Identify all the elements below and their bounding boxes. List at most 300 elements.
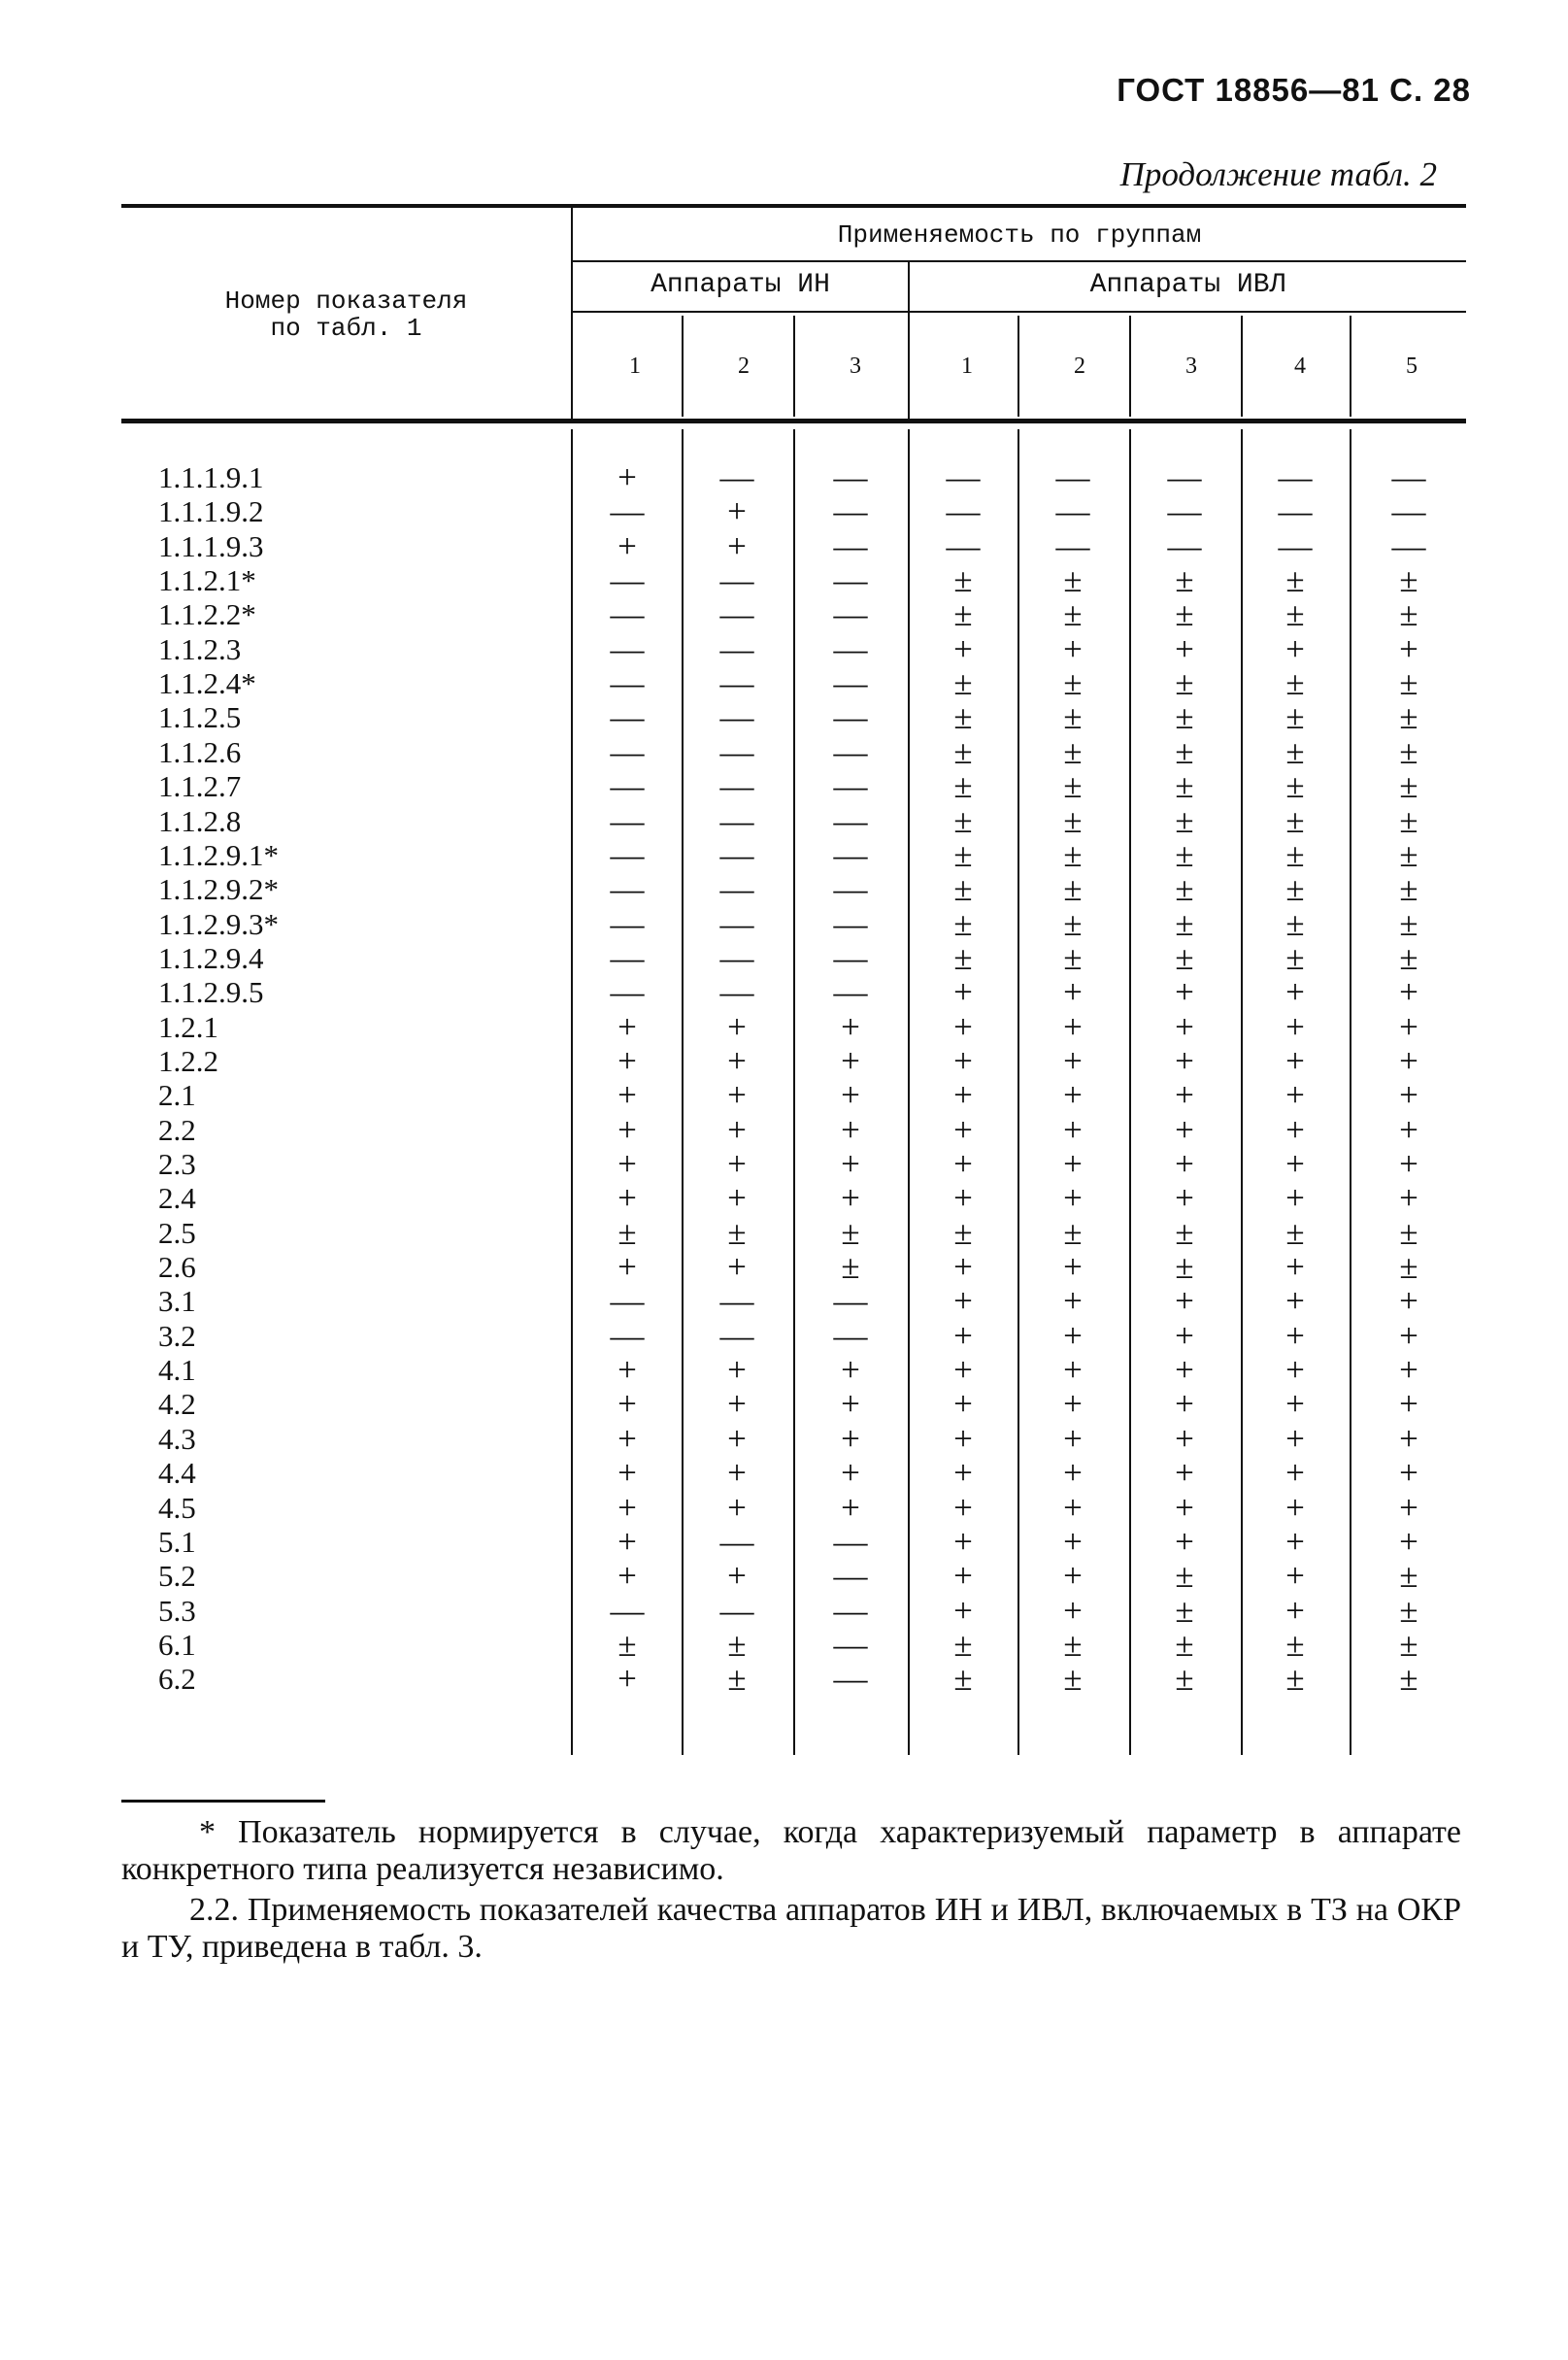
- table-cell: +: [1399, 1351, 1418, 1389]
- table-cell: —: [610, 1592, 645, 1630]
- table-cell: ±: [1175, 870, 1194, 908]
- row-label: 1.2.2: [158, 1044, 218, 1078]
- table-cell: ±: [953, 698, 973, 736]
- table-cell: —: [610, 595, 645, 633]
- table-cell: +: [1063, 1420, 1083, 1458]
- table-cell: +: [1285, 1351, 1305, 1389]
- table-cell: +: [1285, 1042, 1305, 1080]
- table-cell: ±: [1175, 698, 1194, 736]
- group-header: Применяемость по группам: [837, 220, 1202, 250]
- row-label: 3.1: [158, 1284, 196, 1318]
- table-cell: —: [833, 939, 868, 977]
- table-cell: +: [727, 492, 747, 530]
- table-cell: —: [833, 836, 868, 874]
- row-label: 1.1.2.6: [158, 735, 242, 769]
- table-cell: ±: [1285, 939, 1305, 977]
- row-label: 1.1.2.1*: [158, 563, 256, 597]
- table-continuation-label: Продолжение табл. 2: [1119, 155, 1437, 193]
- table-cell: —: [1167, 458, 1202, 496]
- table-cell: —: [719, 905, 754, 943]
- header-bottom-rule: [121, 419, 1466, 423]
- table-cell: —: [719, 1282, 754, 1320]
- table-cell: ±: [1285, 767, 1305, 805]
- table-cell: +: [1285, 1179, 1305, 1217]
- table-cell: ±: [1285, 905, 1305, 943]
- table-cell: +: [953, 630, 973, 668]
- table-cell: ±: [1399, 1626, 1418, 1664]
- table-cell: —: [610, 870, 645, 908]
- table-cell: —: [833, 1282, 868, 1320]
- table-cell: +: [617, 1145, 637, 1183]
- table-cell: ±: [1285, 733, 1305, 771]
- table-cell: —: [833, 458, 868, 496]
- table-cell: —: [610, 767, 645, 805]
- table-cell: —: [946, 527, 981, 565]
- table-cell: +: [1175, 1317, 1194, 1355]
- table-cell: +: [1399, 1523, 1418, 1561]
- subgroup-header-ivl: Аппараты ИВЛ: [1089, 270, 1286, 300]
- col-number: 1: [961, 354, 973, 379]
- row-label: 4.3: [158, 1422, 196, 1456]
- table-cell: —: [610, 905, 645, 943]
- table-cell: +: [1063, 1592, 1083, 1630]
- col-number: 2: [1074, 354, 1085, 379]
- table-cell: +: [953, 1042, 973, 1080]
- table-cell: —: [1055, 527, 1090, 565]
- table-cell: ±: [1063, 802, 1083, 840]
- row-label: 2.1: [158, 1078, 196, 1112]
- table-cell: —: [719, 767, 754, 805]
- table-cell: +: [1063, 1523, 1083, 1561]
- paragraph-2-2: 2.2. Применяемость показателей качества аппаратов ИН и ИВЛ, включаемых в ТЗ на ОКР и ТУ, приведена в табл. 3.: [121, 1892, 1461, 1965]
- table-cell: +: [1063, 1076, 1083, 1114]
- table-cell: —: [833, 905, 868, 943]
- table-cell: —: [719, 1592, 754, 1630]
- table-cell: +: [1285, 1489, 1305, 1527]
- row-label: 1.1.2.4*: [158, 666, 256, 700]
- col-number: 3: [1185, 354, 1197, 379]
- col-number: 1: [629, 354, 641, 379]
- col-number: 5: [1406, 354, 1418, 379]
- table-cell: ±: [1399, 1592, 1418, 1630]
- table-cell: ±: [841, 1248, 860, 1286]
- table-cell: —: [833, 870, 868, 908]
- table-cell: —: [1167, 492, 1202, 530]
- table-cell: ±: [1399, 1660, 1418, 1698]
- table-cell: ±: [1399, 595, 1418, 633]
- table-cell: +: [727, 1042, 747, 1080]
- col-divider: [1129, 316, 1131, 417]
- table-cell: +: [727, 1489, 747, 1527]
- footnote-star: * Показатель нормируется в случае, когда характеризуемый параметр в аппарате конкретного типа реализуется независимо.: [121, 1814, 1461, 1887]
- table-cell: —: [610, 698, 645, 736]
- table-cell: +: [1285, 630, 1305, 668]
- table-cell: +: [1175, 1420, 1194, 1458]
- table-cell: —: [610, 664, 645, 702]
- table-cell: —: [833, 1592, 868, 1630]
- table-cell: +: [727, 1454, 747, 1492]
- table-cell: —: [833, 630, 868, 668]
- table-cell: +: [617, 527, 637, 565]
- table-cell: +: [727, 1008, 747, 1046]
- table-cell: —: [719, 698, 754, 736]
- table-cell: ±: [1399, 698, 1418, 736]
- row-label: 5.3: [158, 1594, 196, 1628]
- row-label: 6.2: [158, 1662, 196, 1696]
- table-cell: ±: [1175, 664, 1194, 702]
- table-cell: ±: [1399, 939, 1418, 977]
- table-cell: +: [1175, 1523, 1194, 1561]
- table-cell: —: [610, 973, 645, 1011]
- table-cell: +: [727, 1385, 747, 1423]
- row-label: 1.1.2.3: [158, 632, 242, 666]
- col-number: 2: [738, 354, 750, 379]
- table-cell: +: [1285, 1111, 1305, 1149]
- col-divider: [1129, 429, 1131, 1755]
- table-cell: +: [1399, 1042, 1418, 1080]
- table-cell: +: [1063, 1008, 1083, 1046]
- table-cell: —: [719, 630, 754, 668]
- table-cell: ±: [1063, 733, 1083, 771]
- table-cell: —: [1391, 492, 1426, 530]
- table-cell: +: [1285, 1282, 1305, 1320]
- table-cell: —: [610, 802, 645, 840]
- col-divider: [1241, 429, 1243, 1755]
- table-cell: +: [727, 1076, 747, 1114]
- table-cell: +: [1285, 1008, 1305, 1046]
- row-label: 1.1.2.9.5: [158, 975, 264, 1009]
- table-cell: ±: [953, 939, 973, 977]
- table-cell: ±: [1285, 664, 1305, 702]
- row-label: 4.5: [158, 1491, 196, 1525]
- col-number: 4: [1294, 354, 1306, 379]
- table-cell: +: [1063, 1317, 1083, 1355]
- table-cell: +: [1175, 1076, 1194, 1114]
- table-cell: ±: [953, 733, 973, 771]
- table-cell: +: [617, 1660, 637, 1698]
- table-cell: ±: [1399, 1214, 1418, 1252]
- table-cell: ±: [1399, 1248, 1418, 1286]
- table-cell: +: [1285, 1592, 1305, 1630]
- col-divider: [1350, 316, 1351, 417]
- table-cell: ±: [1175, 1557, 1194, 1595]
- table-cell: +: [727, 1351, 747, 1389]
- row-label: 2.6: [158, 1250, 196, 1284]
- table-cell: —: [833, 664, 868, 702]
- table-cell: —: [719, 1523, 754, 1561]
- table-cell: —: [833, 1317, 868, 1355]
- table-cell: +: [1063, 1248, 1083, 1286]
- table-cell: +: [1175, 1145, 1194, 1183]
- table-cell: ±: [727, 1626, 747, 1664]
- col-divider: [793, 429, 795, 1755]
- table-cell: ±: [1399, 836, 1418, 874]
- table-cell: +: [1175, 1179, 1194, 1217]
- table-cell: +: [1175, 1042, 1194, 1080]
- row-label: 1.1.1.9.3: [158, 529, 264, 563]
- table-cell: +: [1063, 1179, 1083, 1217]
- table-cell: ±: [953, 1626, 973, 1664]
- table-cell: +: [1063, 1145, 1083, 1183]
- table-cell: ±: [1399, 905, 1418, 943]
- table-cell: ±: [1063, 870, 1083, 908]
- table-cell: ±: [1399, 802, 1418, 840]
- table-cell: +: [1285, 1523, 1305, 1561]
- table-cell: —: [719, 939, 754, 977]
- table-cell: —: [719, 458, 754, 496]
- table-cell: ±: [1175, 836, 1194, 874]
- table-cell: —: [610, 1282, 645, 1320]
- table-cell: —: [833, 1523, 868, 1561]
- table-cell: ±: [727, 1660, 747, 1698]
- table-cell: +: [953, 1076, 973, 1114]
- table-cell: +: [1063, 1042, 1083, 1080]
- table-cell: ±: [1175, 905, 1194, 943]
- table-cell: ±: [1063, 561, 1083, 599]
- table-top-rule: [121, 204, 1466, 208]
- group-header-rule: [571, 260, 1466, 262]
- table-cell: ±: [617, 1626, 637, 1664]
- table-cell: +: [841, 1385, 860, 1423]
- table-cell: +: [1285, 1557, 1305, 1595]
- table-cell: +: [1063, 1385, 1083, 1423]
- table-cell: +: [953, 1111, 973, 1149]
- table-cell: +: [1063, 973, 1083, 1011]
- row-label: 4.4: [158, 1456, 196, 1490]
- table-cell: —: [719, 733, 754, 771]
- table-cell: +: [1063, 630, 1083, 668]
- table-cell: ±: [1063, 767, 1083, 805]
- table-cell: ±: [1285, 698, 1305, 736]
- table-cell: +: [1175, 1385, 1194, 1423]
- table-cell: ±: [727, 1214, 747, 1252]
- table-cell: —: [610, 733, 645, 771]
- table-cell: +: [617, 1454, 637, 1492]
- table-cell: +: [617, 1351, 637, 1389]
- table-cell: ±: [953, 595, 973, 633]
- table-cell: +: [953, 1385, 973, 1423]
- table-cell: +: [1399, 1076, 1418, 1114]
- row-label: 1.1.2.9.4: [158, 941, 264, 975]
- table-cell: ±: [1063, 698, 1083, 736]
- table-cell: ±: [1175, 1592, 1194, 1630]
- table-cell: +: [1063, 1454, 1083, 1492]
- table-cell: ±: [1175, 939, 1194, 977]
- table-cell: +: [953, 1489, 973, 1527]
- row-label: 3.2: [158, 1319, 196, 1353]
- row-label: 2.4: [158, 1181, 196, 1215]
- row-label: 1.1.2.2*: [158, 597, 256, 631]
- table-cell: +: [841, 1008, 860, 1046]
- table-cell: —: [946, 492, 981, 530]
- table-cell: ±: [953, 905, 973, 943]
- table-cell: ±: [953, 802, 973, 840]
- table-cell: —: [1278, 527, 1313, 565]
- row-label: 1.1.2.8: [158, 804, 242, 838]
- table-cell: +: [841, 1179, 860, 1217]
- table-cell: +: [617, 1557, 637, 1595]
- table-cell: +: [1063, 1111, 1083, 1149]
- table-cell: +: [727, 1248, 747, 1286]
- col-divider: [682, 429, 684, 1755]
- table-cell: ±: [953, 1660, 973, 1698]
- table-cell: +: [1175, 1282, 1194, 1320]
- table-cell: +: [953, 1317, 973, 1355]
- table-cell: ±: [1063, 836, 1083, 874]
- table-cell: ±: [1399, 1557, 1418, 1595]
- table-cell: ±: [1399, 733, 1418, 771]
- table-cell: +: [1399, 1008, 1418, 1046]
- table-cell: ±: [1285, 595, 1305, 633]
- table-cell: —: [833, 595, 868, 633]
- table-cell: +: [1399, 1179, 1418, 1217]
- table-cell: —: [833, 561, 868, 599]
- table-cell: —: [719, 561, 754, 599]
- table-cell: —: [833, 698, 868, 736]
- table-cell: +: [1175, 1454, 1194, 1492]
- table-cell: +: [1399, 1420, 1418, 1458]
- row-label: 1.1.2.9.1*: [158, 838, 279, 872]
- table-cell: —: [610, 561, 645, 599]
- table-cell: +: [841, 1420, 860, 1458]
- table-cell: +: [953, 1351, 973, 1389]
- subgroup-rule: [571, 311, 1466, 313]
- col-divider: [1350, 429, 1351, 1755]
- table-cell: —: [833, 767, 868, 805]
- table-cell: +: [1285, 1145, 1305, 1183]
- table-cell: +: [1285, 1385, 1305, 1423]
- table-cell: +: [1285, 1454, 1305, 1492]
- col-number: 3: [850, 354, 861, 379]
- row-label: 2.5: [158, 1216, 196, 1250]
- row-label: 1.1.2.9.3*: [158, 907, 279, 941]
- table-cell: +: [617, 1385, 637, 1423]
- table-cell: —: [610, 939, 645, 977]
- table-cell: —: [833, 733, 868, 771]
- table-cell: —: [1167, 527, 1202, 565]
- table-cell: —: [719, 664, 754, 702]
- row-label: 1.1.1.9.2: [158, 494, 264, 528]
- col-divider: [571, 429, 573, 1755]
- table-cell: +: [1063, 1489, 1083, 1527]
- table-cell: ±: [1063, 1626, 1083, 1664]
- col-divider: [1018, 429, 1019, 1755]
- table-cell: +: [1175, 1351, 1194, 1389]
- table-cell: +: [1399, 1111, 1418, 1149]
- table-cell: +: [617, 1248, 637, 1286]
- table-cell: +: [617, 1076, 637, 1114]
- table-cell: +: [1399, 973, 1418, 1011]
- table-cell: +: [1175, 1111, 1194, 1149]
- table-cell: +: [727, 1420, 747, 1458]
- table-cell: +: [953, 1454, 973, 1492]
- table-cell: ±: [1399, 664, 1418, 702]
- table-cell: ±: [1285, 802, 1305, 840]
- row-label: 1.1.2.7: [158, 769, 242, 803]
- table-cell: +: [841, 1111, 860, 1149]
- table-cell: +: [1285, 1420, 1305, 1458]
- table-cell: ±: [1175, 733, 1194, 771]
- table-cell: ±: [953, 561, 973, 599]
- table-cell: ±: [1063, 939, 1083, 977]
- table-cell: —: [719, 870, 754, 908]
- table-cell: +: [727, 1111, 747, 1149]
- col-divider: [682, 316, 684, 417]
- table-cell: +: [1399, 1145, 1418, 1183]
- table-cell: +: [953, 973, 973, 1011]
- table-cell: ±: [1063, 905, 1083, 943]
- table-cell: +: [1285, 973, 1305, 1011]
- table-cell: ±: [953, 767, 973, 805]
- table-cell: +: [1399, 1385, 1418, 1423]
- table-cell: +: [1175, 1489, 1194, 1527]
- table-cell: +: [953, 1282, 973, 1320]
- table-cell: —: [719, 836, 754, 874]
- table-cell: —: [719, 595, 754, 633]
- row-label: 2.3: [158, 1147, 196, 1181]
- table-cell: +: [841, 1489, 860, 1527]
- table-cell: ±: [1285, 561, 1305, 599]
- table-cell: ±: [841, 1214, 860, 1252]
- table-cell: ±: [1285, 1660, 1305, 1698]
- table-cell: ±: [1063, 1214, 1083, 1252]
- table-cell: +: [1175, 630, 1194, 668]
- table-cell: —: [610, 836, 645, 874]
- table-cell: ±: [953, 1214, 973, 1252]
- table-cell: +: [953, 1145, 973, 1183]
- col-divider: [1241, 316, 1243, 417]
- table-cell: ±: [953, 870, 973, 908]
- table-cell: +: [1399, 1282, 1418, 1320]
- table-cell: —: [610, 492, 645, 530]
- table-cell: —: [1055, 492, 1090, 530]
- table-cell: +: [617, 1420, 637, 1458]
- table-cell: ±: [1175, 1214, 1194, 1252]
- table-cell: +: [1175, 1008, 1194, 1046]
- table-cell: +: [617, 1042, 637, 1080]
- table-cell: —: [719, 1317, 754, 1355]
- table-cell: —: [610, 630, 645, 668]
- row-label: 6.1: [158, 1628, 196, 1662]
- table-cell: +: [617, 1008, 637, 1046]
- table-cell: +: [1399, 1317, 1418, 1355]
- table-cell: —: [833, 492, 868, 530]
- table-cell: —: [719, 973, 754, 1011]
- table-cell: ±: [1399, 767, 1418, 805]
- table-cell: —: [833, 1626, 868, 1664]
- table-cell: —: [1055, 458, 1090, 496]
- row-label: 2.2: [158, 1113, 196, 1147]
- table-cell: —: [1391, 458, 1426, 496]
- table-cell: +: [1285, 1317, 1305, 1355]
- table-cell: +: [1399, 630, 1418, 668]
- table-cell: +: [617, 1179, 637, 1217]
- table-cell: +: [727, 1145, 747, 1183]
- row-label: 4.2: [158, 1387, 196, 1421]
- table-cell: ±: [1175, 1626, 1194, 1664]
- col0-header: Номер показателя по табл. 1: [224, 287, 468, 343]
- table-cell: ±: [1175, 561, 1194, 599]
- table-cell: ±: [1175, 767, 1194, 805]
- table-cell: ±: [953, 836, 973, 874]
- table-cell: ±: [1175, 1248, 1194, 1286]
- table-cell: +: [1063, 1282, 1083, 1320]
- table-cell: —: [833, 802, 868, 840]
- table-cell: +: [1285, 1076, 1305, 1114]
- table-cell: —: [1391, 527, 1426, 565]
- table-cell: —: [833, 973, 868, 1011]
- row-label: 1.1.2.9.2*: [158, 872, 279, 906]
